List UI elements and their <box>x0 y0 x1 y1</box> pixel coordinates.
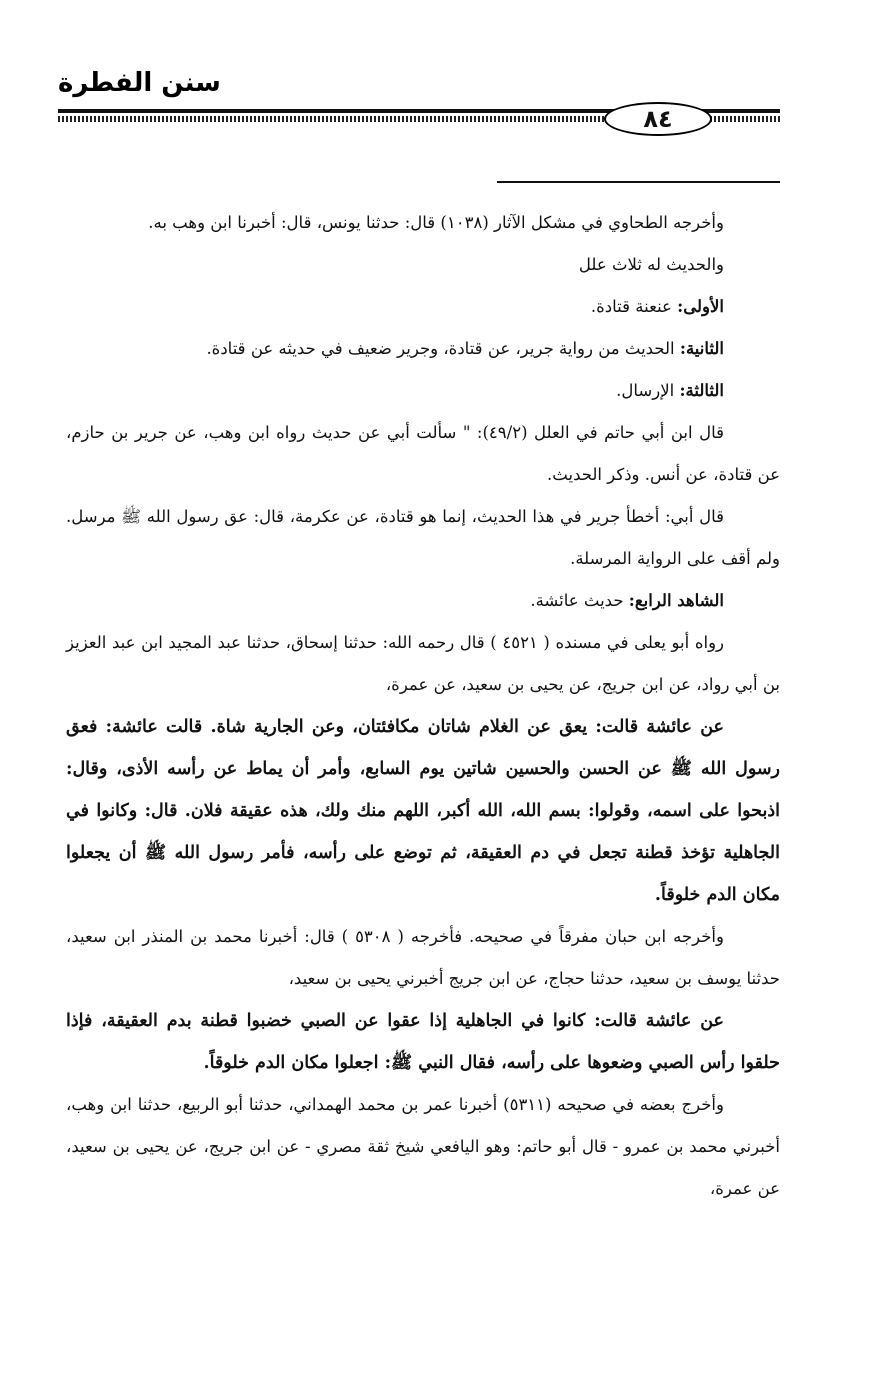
paragraph <box>66 244 780 286</box>
paragraph-text: حديث عائشة. <box>530 591 629 610</box>
paragraph-text: وأخرجه الطحاوي في مشكل الآثار (١٠٣٨) قال: حدثنا يونس، قال: أخبرنا ابن وهب به. <box>148 213 724 232</box>
paragraph-label: الأولى: <box>677 297 724 316</box>
paragraph-label: الثالثة: <box>679 381 724 400</box>
hadith-text <box>66 706 780 916</box>
paragraph-label: الثانية: <box>679 339 724 358</box>
paragraph-text: قال ابن أبي حاتم في العلل (٤٩/٢): " سألت أبي عن حديث رواه ابن وهب، عن جرير بن حازم، عن قتادة، عن أنس. وذكر الحديث. <box>66 423 780 484</box>
paragraph <box>66 916 780 1000</box>
running-title: سنن الفطرة <box>58 68 221 98</box>
paragraph-text: وأخرج بعضه في صحيحه (٥٣١١) أخبرنا عمر بن محمد الهمداني، حدثنا أبو الربيع، حدثنا ابن وهب، أخبرني محمد بن عمرو - قال أبو حاتم: وهو اليافعي شيخ ثقة مصري - عن ابن جريج، عن يحيى بن سعيد، عن عمرة، <box>66 1095 780 1198</box>
hadith-body: عن عائشة قالت: كانوا في الجاهلية إذا عقوا عن الصبي خضبوا قطنة بدم العقيقة، فإذا حلقوا رأس الصبي وضعوها على رأسه، فقال النبي ﷺ: اجعلوا مكان الدم خلوقاً. <box>66 1011 780 1073</box>
page-header <box>0 0 879 140</box>
paragraph-text: وأخرجه ابن حبان مفرقاً في صحيحه. فأخرجه ( ٥٣٠٨ ) قال: أخبرنا محمد بن المنذر ابن سعيد، حدثنا يوسف بن سعيد، حدثنا حجاج، عن ابن جريج أخبرني يحيى بن سعيد، <box>66 927 780 988</box>
paragraph-label: الشاهد الرابع: <box>628 591 724 610</box>
footnote-separator <box>497 181 780 183</box>
paragraph <box>66 370 780 412</box>
paragraph-text: الإرسال. <box>616 381 680 400</box>
page-body <box>66 202 780 1210</box>
paragraph <box>66 202 780 244</box>
paragraph-text: رواه أبو يعلى في مسنده ( ٤٥٢١ ) قال رحمه الله: حدثنا إسحاق، حدثنا عبد المجيد ابن عبد العزيز بن أبي رواد، عن ابن جريج، عن يحيى بن سعيد، عن عمرة، <box>66 633 780 694</box>
paragraph <box>66 1084 780 1210</box>
paragraph <box>66 328 780 370</box>
paragraph <box>66 496 780 580</box>
paragraph-text: قال أبي: أخطأ جرير في هذا الحديث، إنما هو قتادة، عن عكرمة، قال: عق رسول الله ﷺ مرسل. ولم أقف على الرواية المرسلة. <box>66 507 780 568</box>
paragraph <box>66 580 780 622</box>
paragraph-text: والحديث له ثلاث علل <box>578 255 724 274</box>
paragraph-text: الحديث من رواية جرير، عن قتادة، وجرير ضعيف في حديثه عن قتادة. <box>206 339 680 358</box>
hadith-text <box>66 1000 780 1084</box>
paragraph <box>66 412 780 496</box>
hadith-body: عن عائشة قالت: يعق عن الغلام شاتان مكافئتان، وعن الجارية شاة. قالت عائشة: فعق رسول الله ﷺ عن الحسن والحسين شاتين يوم السابع، وأمر أن يماط عن رأسه الأذى، وقال: اذبحوا على اسمه، وقولوا: بسم الله، الله أكبر، اللهم منك ولك، هذه عقيقة فلان. قال: وكانوا في الجاهلية تؤخذ قطنة تجعل في دم العقيقة، ثم توضع على رأسه، فأمر رسول الله ﷺ أن يجعلوا مكان الدم خلوقاً. <box>66 717 780 905</box>
paragraph <box>66 286 780 328</box>
paragraph <box>66 622 780 706</box>
paragraph-text: عنعنة قتادة. <box>590 297 678 316</box>
page-number: ٨٤ <box>604 102 712 136</box>
